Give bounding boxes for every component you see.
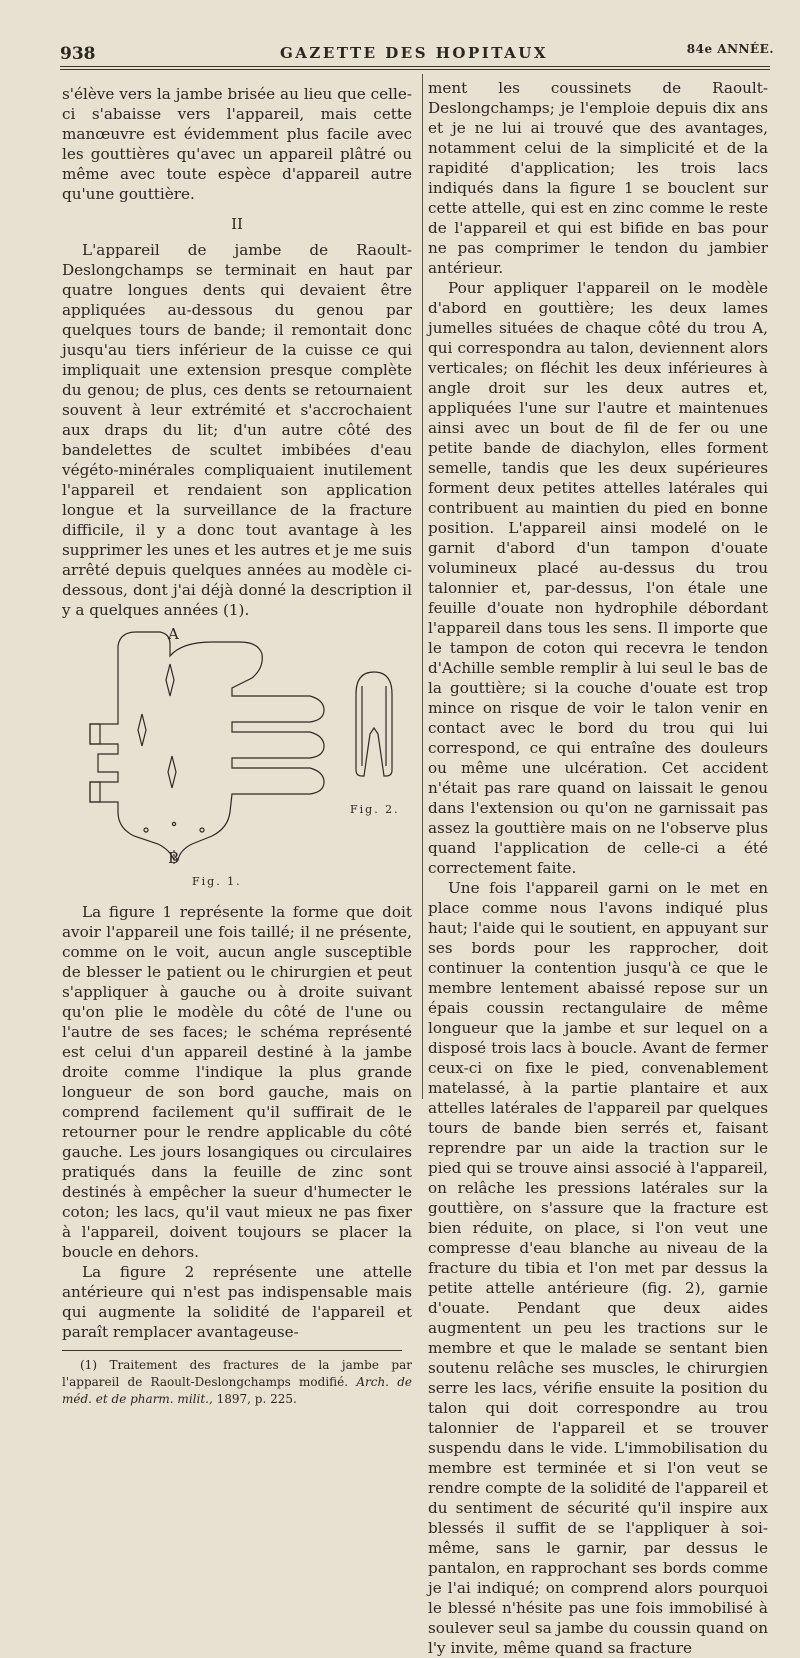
fig1-splint-drawing bbox=[90, 632, 324, 864]
journal-title: GAZETTE DES HOPITAUX bbox=[279, 44, 548, 62]
paragraph: Une fois l'appareil garni on le met en place comme nous l'avons indiqué plus haut; l'aide qui le soutient, en appuyant sur ses bords pour les rapprocher, doit continuer la contention jusqu'à ce que le membre lentement abaissé repose sur un épais coussin rectangulaire de même longueur que la jambe et sur lequel on a disposé trois lacs à boucle. Avant de fermer ceux-ci on fixe le pied, convenablement matelassé, à la partie plantaire et aux attelles latérales de l'appareil par quelques tours de bande bien serrés et, faisant reprendre par un aide la traction sur le pied qui se trouve ainsi associé à l'appareil, on relâche les pressions latérales sur la gouttière, on s'assure que la fracture est bien réduite, on place, si l'on veut une compresse d'eau blanche au niveau de la fracture du tibia et l'on met par dessus la petite attelle antérieure (fig. 2), garnie d'ouate. Pendant que deux aides augmentent un peu les tractions sur le membre et que le malade se sentant bien soutenu relâche ses muscles, le chirurgien serre les lacs, vérifie ensuite la position du talon qui doit correspondre au trou talonnier de l'appareil et se trouver suspendu dans le vide. L'immobilisation du membre est terminée et si l'on veut se rendre compte de la solidité de l'appareil et du sentiment de sécurité qu'il inspire aux blessés il suffit de se l'appliquer à soi-même, sans le garnir, par dessus le pantalon, en rapprochant ses bords comme je l'ai indiqué; on comprend alors pourquoi le blessé n'hésite pas une fois immobilisé à soulever seul sa jambe du coussin quand on l'y invite, même quand sa fracture bbox=[428, 879, 768, 1657]
footnote-rule bbox=[62, 1350, 402, 1351]
paragraph: La figure 1 représente la forme que doit avoir l'appareil une fois taillé; il ne présente, comme on le voit, aucun angle susceptible de blesser le patient ou le chirurgien et peut s'appliquer à gauche ou à droite suivant qu'on plie le modèle du côté de l'une ou l'autre de ses faces; le schéma représenté est celui d'un appareil destiné à la jambe droite comme l'indique la plus grande longueur de son bord gauche, mais on comprend facilement qu'il suffirait de le retourner pour le rendre applicable du côté gauche. Les jours losangiques ou circulaires pratiqués dans la feuille de zinc sont destinés à empêcher la sueur d'humecter le coton; les lacs, qu'il vaut mieux ne pas fixer à l'appareil, doivent toujours se placer la boucle en dehors. bbox=[62, 903, 412, 1261]
year-label: 84e ANNÉE. bbox=[686, 42, 774, 56]
section-number: II bbox=[231, 215, 243, 233]
paragraph: s'élève vers la jambe brisée au lieu que celle-ci s'abaisse vers l'appareil, mais cette manœuvre est évidemment plus facile avec les gouttières qu'avec un appareil plâtré ou même avec toute espèce d'appareil autre qu'une gouttière. bbox=[62, 85, 412, 203]
footnote-reference: 1897, p. 225. bbox=[216, 1392, 297, 1406]
footnote-marker: (1) bbox=[80, 1358, 97, 1372]
footnote-text: Traitement des fractures de la jambe par l'appareil de Raoult-Deslongchamps modifié. bbox=[62, 1358, 412, 1389]
footnote-source: Arch. de méd. et de pharm. milit., bbox=[62, 1375, 412, 1406]
fig1-label-a: A bbox=[168, 625, 179, 643]
header-rule-thin bbox=[60, 69, 770, 70]
page-header bbox=[60, 36, 774, 64]
paragraph: Pour appliquer l'appareil on le modèle d'abord en gouttière; les deux lames jumelles situées de chaque côté du trou A, qui correspondra au talon, deviennent alors verticales; on fléchit les deux inférieures à angle droit sur les deux autres et, appliquées l'une sur l'autre et maintenues ainsi avec un bout de fil de fer ou une petite bande de diachylon, elles forment semelle, tandis que les deux supérieures forment deux petites attelles latérales qui contribuent au maintien du pied en bonne position. L'appareil ainsi modelé on le garnit d'abord d'un tampon d'ouate volumineux placé au-dessus du trou talonnier et, par-dessus, l'on étale une feuille d'ouate non hydrophile débordant l'appareil dans tous les sens. Il importe que le tampon de coton qui recevra le tendon d'Achille semble remplir à lui seul le bas de la gouttière; si la couche d'ouate est trop mince on risque de voir le talon venir en contact avec le bord du trou qui lui correspond, ce qui entraîne des douleurs ou même une ulcération. Cet accident n'était pas rare quand on laissait le genou dans l'extension ou qu'on ne garnissait pas assez la gouttière mais on ne l'observe plus quand l'application de celle-ci a été correctement faite. bbox=[428, 279, 768, 877]
figure-area bbox=[62, 624, 412, 896]
paragraph: La figure 2 représente une attelle antérieure qui n'est pas indispensable mais qui augmente la solidité de l'appareil et paraît remplacer avantageuse- bbox=[62, 1263, 412, 1341]
paragraph: ment les coussinets de Raoult-Deslongchamps; je l'emploie depuis dix ans et je ne lui ai trouvé que des avantages, notamment celui de la simplicité et de la rapidité d'application; les trois lacs indiqués dans la figure 1 se bouclent sur cette attelle, qui est en zinc comme le reste de l'appareil et qui est bifide en bas pour ne pas comprimer le tendon du jambier antérieur. bbox=[428, 79, 768, 277]
paragraph: L'appareil de jambe de Raoult-Deslongchamps se terminait en haut par quatre longues dents qui devaient être appliquées au-dessous du genou par quelques tours de bande; il remontait donc jusqu'au tiers inférieur de la cuisse ce qui impliquait une extension presque complète du genou; de plus, ces dents se retournaient souvent à leur extrémité et s'accrochaient aux draps du lit; d'un autre côté des bandelettes de scultet imbibées d'eau végéto-minérales compliquaient inutilement l'appareil et rendaient son application longue et la surveillance de la fracture difficile, il y a donc tout avantage à les supprimer les unes et les autres et je me suis arrêté depuis quelques années au modèle ci-dessous, dont j'ai déjà donné la description il y a quelques années (1). bbox=[62, 241, 412, 619]
header-rule bbox=[60, 66, 770, 67]
column-divider bbox=[422, 74, 423, 1099]
right-column bbox=[428, 78, 768, 1658]
fig1-caption: Fig. 1. bbox=[192, 875, 242, 888]
fig1-label-b: B bbox=[168, 849, 180, 867]
fig2-anterior-splint-drawing bbox=[356, 672, 392, 776]
splint-drawings bbox=[62, 624, 412, 896]
fig2-caption: Fig. 2. bbox=[350, 803, 400, 816]
page-number: 938 bbox=[60, 44, 96, 64]
left-column bbox=[62, 84, 412, 1408]
footnote bbox=[62, 1357, 412, 1408]
